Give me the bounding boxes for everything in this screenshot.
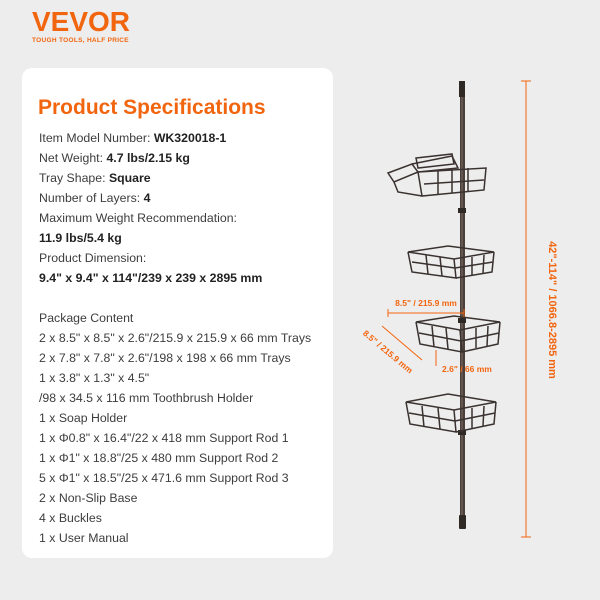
- support-pole: [458, 81, 466, 529]
- product-illustration: [340, 60, 600, 600]
- tray-top-with-soap-holder: [388, 154, 486, 196]
- package-item: 2 x Non-Slip Base: [39, 491, 138, 505]
- package-item: 5 x Φ1" x 18.5"/25 x 471.6 mm Support Rod 3: [39, 471, 289, 485]
- package-item: 4 x Buckles: [39, 511, 102, 525]
- tray-depth-label: 8.5" / 215.9 mm: [361, 328, 415, 376]
- spec-row-model: Item Model Number: WK320018-1: [39, 131, 227, 145]
- tray-height-label: 2.6" / 66 mm: [442, 364, 492, 374]
- brand-name: VEVOR: [32, 6, 131, 37]
- spec-card: [22, 68, 333, 558]
- height-dimension-line: [521, 81, 531, 537]
- spec-row-weight: Net Weight: 4.7 lbs/2.15 kg: [39, 151, 190, 165]
- spec-row-dimension-value: 9.4" x 9.4" x 114"/239 x 239 x 2895 mm: [39, 271, 263, 285]
- brand-logo: [32, 8, 130, 44]
- spec-row-dimension-label: Product Dimension:: [39, 251, 147, 265]
- package-item: 1 x 3.8" x 1.3" x 4.5": [39, 371, 150, 385]
- package-item: 1 x Φ0.8" x 16.4"/22 x 418 mm Support Rod 1: [39, 431, 289, 445]
- package-item: 1 x Φ1" x 18.8"/25 x 480 mm Support Rod 2: [39, 451, 279, 465]
- tray-second: [408, 246, 494, 278]
- spec-row-max-weight-label: Maximum Weight Recommendation:: [39, 211, 237, 225]
- package-item: /98 x 34.5 x 116 mm Toothbrush Holder: [39, 391, 254, 405]
- brand-tagline: TOUGH TOOLS, HALF PRICE: [32, 37, 129, 44]
- height-dimension-label: 42"-114" / 1066.8-2895 mm: [546, 241, 558, 379]
- tray-width-label: 8.5" / 215.9 mm: [395, 298, 457, 308]
- package-title: Package Content: [39, 311, 134, 325]
- tray-bottom: [406, 394, 496, 432]
- spec-row-tray-shape: Tray Shape: Square: [39, 171, 151, 185]
- package-item: 1 x Soap Holder: [39, 411, 128, 425]
- spec-title: Product Specifications: [38, 96, 266, 119]
- spec-row-layers: Number of Layers: 4: [39, 191, 151, 205]
- package-item: 1 x User Manual: [39, 531, 129, 545]
- package-item: 2 x 7.8" x 7.8" x 2.6"/198 x 198 x 66 mm Trays: [39, 351, 291, 365]
- spec-row-max-weight-value: 11.9 lbs/5.4 kg: [39, 231, 122, 245]
- package-item: 2 x 8.5" x 8.5" x 2.6"/215.9 x 215.9 x 66 mm Trays: [39, 331, 312, 345]
